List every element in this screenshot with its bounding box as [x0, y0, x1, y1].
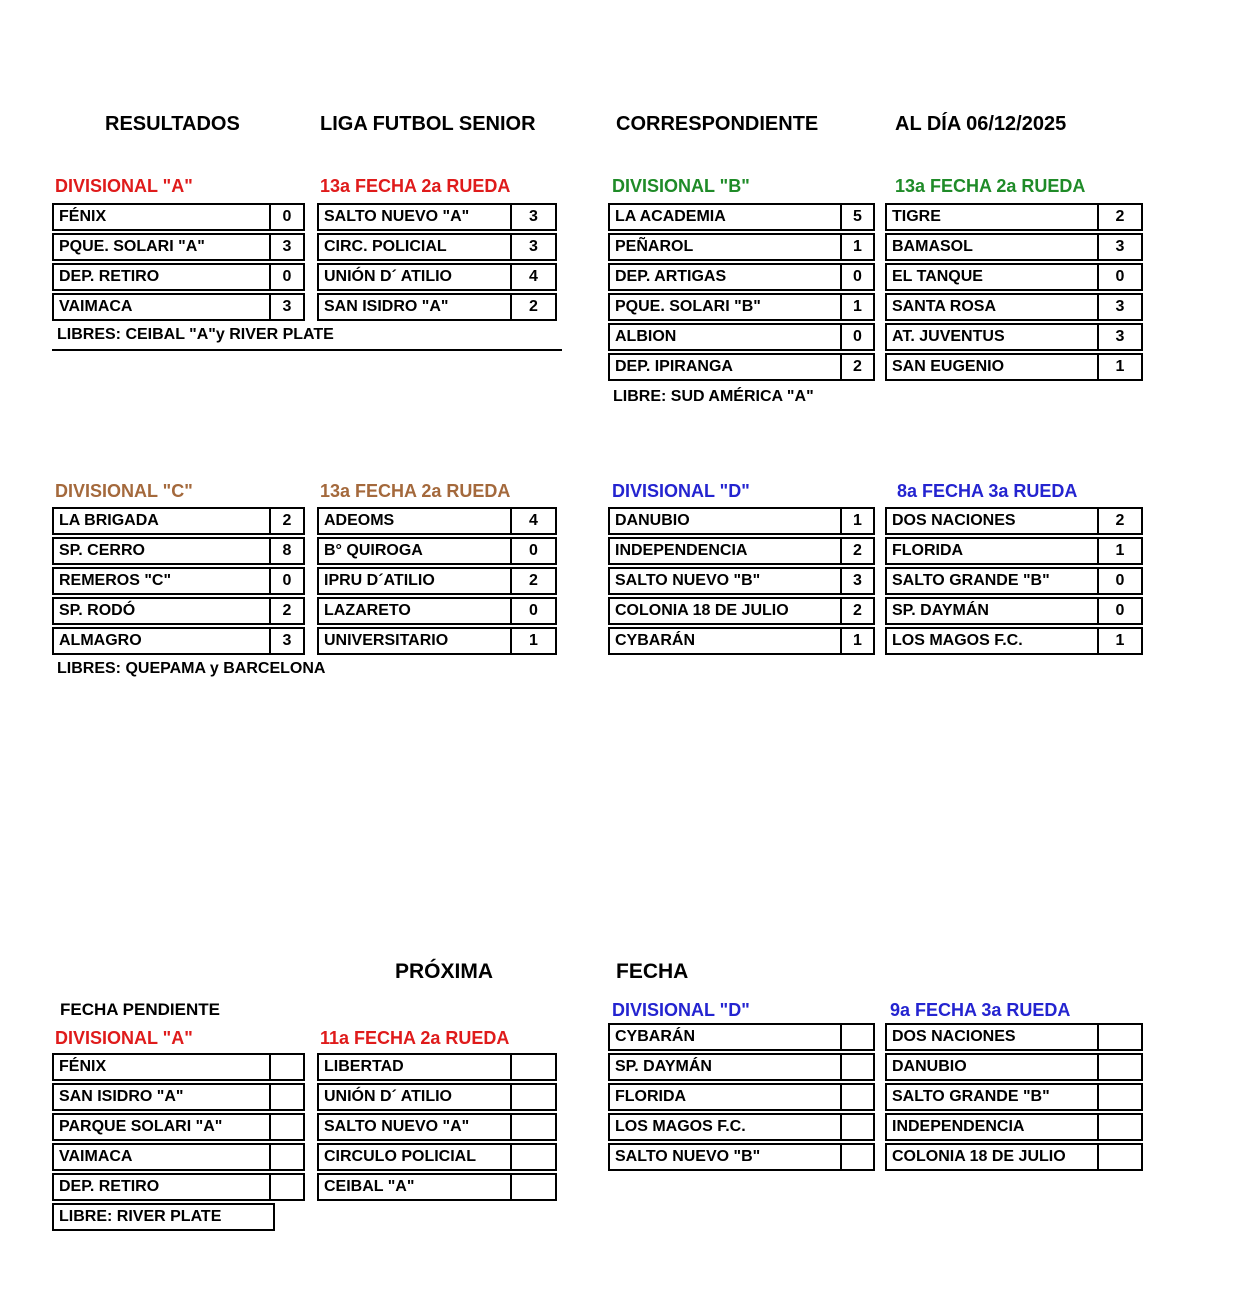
match-home-cell — [608, 597, 875, 625]
team-name: ALBION — [610, 325, 842, 349]
libres-note-c: LIBRES: QUEPAMA y BARCELONA — [57, 660, 326, 677]
table-row — [52, 203, 557, 231]
match-away-cell — [317, 627, 557, 655]
division-c-title: DIVISIONAL "C" — [55, 481, 193, 501]
match-away-cell — [885, 353, 1143, 381]
team-name: SP. DAYMÁN — [610, 1055, 842, 1079]
match-home-cell — [52, 233, 305, 261]
match-home-cell — [608, 323, 875, 351]
score-cell: 3 — [282, 238, 292, 255]
score-cell: 0 — [282, 208, 292, 225]
score-cell: 3 — [529, 238, 538, 255]
score-cell — [271, 1085, 303, 1109]
team-name: CIRC. POLICIAL — [319, 235, 512, 259]
match-home-cell — [52, 537, 305, 565]
match-home-cell — [608, 537, 875, 565]
score-cell: 0 — [1115, 602, 1125, 619]
match-home-cell — [52, 293, 305, 321]
team-name: COLONIA 18 DE JULIO — [610, 599, 842, 623]
score-cell: 5 — [853, 208, 862, 225]
next-d-header — [612, 1000, 1143, 1021]
table-row — [52, 263, 557, 291]
team-name: EL TANQUE — [887, 265, 1099, 289]
score-cell — [842, 1145, 873, 1169]
score-cell: 3 — [282, 632, 292, 649]
table-row — [608, 293, 1143, 321]
pending-a-header — [55, 1028, 560, 1049]
page-title-liga: LIGA FUTBOL SENIOR — [320, 113, 536, 135]
division-a-title: DIVISIONAL "A" — [55, 176, 193, 196]
team-name: TIGRE — [887, 205, 1099, 229]
match-away-cell — [317, 1083, 557, 1111]
team-name: SP. RODÓ — [54, 599, 271, 623]
team-name: CYBARÁN — [610, 1025, 842, 1049]
score-cell: 1 — [853, 298, 862, 315]
score-cell: 0 — [1115, 268, 1125, 285]
libres-note-a: LIBRES: CEIBAL "A"y RIVER PLATE — [52, 326, 562, 351]
match-away-cell — [317, 567, 557, 595]
table-row — [52, 627, 557, 655]
score-cell — [842, 1115, 873, 1139]
match-away-cell — [885, 507, 1143, 535]
match-away-cell — [885, 203, 1143, 231]
score-cell — [512, 1085, 555, 1109]
team-name: INDEPENDENCIA — [610, 539, 842, 563]
team-name: INDEPENDENCIA — [887, 1115, 1099, 1139]
division-b-fecha: 13a FECHA 2a RUEDA — [895, 176, 1086, 196]
score-cell: 3 — [1115, 328, 1125, 345]
match-home-cell — [608, 1143, 875, 1171]
score-cell: 2 — [853, 602, 862, 619]
score-cell: 3 — [1115, 298, 1125, 315]
score-cell: 1 — [529, 632, 538, 649]
division-d-header — [612, 481, 1143, 502]
match-home-cell — [52, 1113, 305, 1141]
team-name: ADEOMS — [319, 509, 512, 533]
score-cell: 1 — [1115, 542, 1125, 559]
table-row — [608, 1053, 1143, 1081]
libre-note-pending-a: LIBRE: RIVER PLATE — [52, 1203, 275, 1231]
score-cell: 0 — [853, 328, 862, 345]
team-name: VAIMACA — [54, 295, 271, 319]
pending-a-fecha: 11a FECHA 2a RUEDA — [320, 1028, 510, 1048]
team-name: SAN EUGENIO — [887, 355, 1099, 379]
table-row — [52, 567, 557, 595]
score-cell: 3 — [853, 572, 862, 589]
score-cell: 0 — [282, 268, 292, 285]
team-name: FÉNIX — [54, 205, 271, 229]
match-away-cell — [885, 323, 1143, 351]
score-cell: 4 — [529, 268, 538, 285]
table-row — [608, 1113, 1143, 1141]
match-away-cell — [317, 203, 557, 231]
team-name: SAN ISIDRO "A" — [54, 1085, 271, 1109]
team-name: SP. CERRO — [54, 539, 271, 563]
score-cell: 2 — [1115, 512, 1125, 529]
results-table-divisional-c — [52, 507, 557, 657]
score-cell — [842, 1055, 873, 1079]
score-cell — [1099, 1025, 1141, 1049]
results-table-divisional-b — [608, 203, 1143, 383]
match-away-cell — [885, 537, 1143, 565]
match-away-cell — [317, 597, 557, 625]
team-name: PQUE. SOLARI "A" — [54, 235, 271, 259]
match-away-cell — [885, 567, 1143, 595]
team-name: LOS MAGOS F.C. — [610, 1115, 842, 1139]
results-table-divisional-d — [608, 507, 1143, 657]
table-row — [52, 1173, 557, 1201]
score-cell — [512, 1175, 555, 1199]
match-away-cell — [885, 1053, 1143, 1081]
table-row — [52, 1143, 557, 1171]
match-away-cell — [317, 537, 557, 565]
score-cell: 1 — [853, 512, 862, 529]
team-name: SP. DAYMÁN — [887, 599, 1099, 623]
match-home-cell — [608, 263, 875, 291]
table-row — [608, 1143, 1143, 1171]
match-home-cell — [608, 567, 875, 595]
team-name: AT. JUVENTUS — [887, 325, 1099, 349]
score-cell — [1099, 1085, 1141, 1109]
score-cell: 2 — [1115, 208, 1125, 225]
team-name: LOS MAGOS F.C. — [887, 629, 1099, 653]
team-name: FLORIDA — [610, 1085, 842, 1109]
team-name: DEP. IPIRANGA — [610, 355, 842, 379]
match-home-cell — [52, 567, 305, 595]
table-row — [608, 1083, 1143, 1111]
team-name: SALTO NUEVO "B" — [610, 569, 842, 593]
team-name: FLORIDA — [887, 539, 1099, 563]
score-cell: 0 — [1115, 572, 1125, 589]
team-name: VAIMACA — [54, 1145, 271, 1169]
team-name: SANTA ROSA — [887, 295, 1099, 319]
team-name: COLONIA 18 DE JULIO — [887, 1145, 1099, 1169]
match-home-cell — [608, 203, 875, 231]
match-away-cell — [885, 233, 1143, 261]
table-row — [608, 353, 1143, 381]
team-name: LAZARETO — [319, 599, 512, 623]
match-home-cell — [52, 1053, 305, 1081]
score-cell: 8 — [282, 542, 292, 559]
score-cell: 1 — [853, 238, 862, 255]
team-name: LA BRIGADA — [54, 509, 271, 533]
team-name: SALTO NUEVO "A" — [319, 205, 512, 229]
team-name: DOS NACIONES — [887, 509, 1099, 533]
match-home-cell — [52, 597, 305, 625]
score-cell — [1099, 1055, 1141, 1079]
page-title-resultados: RESULTADOS — [105, 113, 240, 135]
score-cell — [842, 1025, 873, 1049]
division-a-fecha: 13a FECHA 2a RUEDA — [320, 176, 511, 196]
match-away-cell — [317, 1053, 557, 1081]
score-cell — [271, 1175, 303, 1199]
table-row — [608, 323, 1143, 351]
match-home-cell — [608, 353, 875, 381]
match-home-cell — [52, 1083, 305, 1111]
match-home-cell — [608, 627, 875, 655]
match-away-cell — [885, 1143, 1143, 1171]
score-cell: 1 — [853, 632, 862, 649]
score-cell: 1 — [1115, 358, 1125, 375]
table-row — [52, 597, 557, 625]
table-row — [608, 627, 1143, 655]
score-cell: 0 — [529, 542, 538, 559]
match-away-cell — [885, 1083, 1143, 1111]
table-row — [608, 263, 1143, 291]
table-row — [52, 233, 557, 261]
table-row — [608, 1023, 1143, 1051]
score-cell: 2 — [529, 572, 538, 589]
match-away-cell — [317, 507, 557, 535]
division-a-header — [55, 176, 560, 197]
table-row — [608, 597, 1143, 625]
team-name: SALTO NUEVO "A" — [319, 1115, 512, 1139]
team-name: UNIÓN D´ ATILIO — [319, 1085, 512, 1109]
team-name: ALMAGRO — [54, 629, 271, 653]
match-away-cell — [885, 263, 1143, 291]
next-d-title: DIVISIONAL "D" — [612, 1000, 750, 1020]
team-name: DOS NACIONES — [887, 1025, 1099, 1049]
match-home-cell — [608, 1083, 875, 1111]
proxima-title: PRÓXIMA — [395, 960, 494, 983]
score-cell — [512, 1115, 555, 1139]
division-b-title: DIVISIONAL "B" — [612, 176, 750, 196]
score-cell: 1 — [1115, 632, 1125, 649]
score-cell: 4 — [529, 512, 538, 529]
match-home-cell — [608, 507, 875, 535]
division-d-fecha: 8a FECHA 3a RUEDA — [897, 481, 1078, 501]
table-row — [52, 1113, 557, 1141]
match-away-cell — [885, 597, 1143, 625]
score-cell — [271, 1055, 303, 1079]
pending-a-title: DIVISIONAL "A" — [55, 1028, 193, 1048]
team-name: REMEROS "C" — [54, 569, 271, 593]
team-name: PEÑAROL — [610, 235, 842, 259]
match-home-cell — [52, 203, 305, 231]
team-name: UNIVERSITARIO — [319, 629, 512, 653]
match-away-cell — [317, 233, 557, 261]
team-name: CYBARÁN — [610, 629, 842, 653]
division-b-header — [612, 176, 1143, 197]
score-cell — [271, 1115, 303, 1139]
team-name: DEP. ARTIGAS — [610, 265, 842, 289]
division-d-title: DIVISIONAL "D" — [612, 481, 750, 501]
score-cell: 2 — [853, 542, 862, 559]
team-name: PARQUE SOLARI "A" — [54, 1115, 271, 1139]
score-cell: 2 — [282, 602, 292, 619]
match-home-cell — [608, 233, 875, 261]
match-away-cell — [317, 1173, 557, 1201]
table-row — [608, 507, 1143, 535]
team-name: PQUE. SOLARI "B" — [610, 295, 842, 319]
table-row — [608, 537, 1143, 565]
team-name: DEP. RETIRO — [54, 265, 271, 289]
score-cell: 2 — [282, 512, 292, 529]
score-cell — [842, 1085, 873, 1109]
division-c-fecha: 13a FECHA 2a RUEDA — [320, 481, 511, 501]
match-away-cell — [885, 627, 1143, 655]
score-cell — [512, 1055, 555, 1079]
table-row — [52, 293, 557, 321]
match-home-cell — [52, 1143, 305, 1171]
score-cell: 0 — [282, 572, 292, 589]
page-title-date: AL DÍA 06/12/2025 — [895, 113, 1067, 135]
team-name: DANUBIO — [887, 1055, 1099, 1079]
team-name: LIBERTAD — [319, 1055, 512, 1079]
match-away-cell — [317, 293, 557, 321]
division-c-header — [55, 481, 560, 502]
table-row — [608, 567, 1143, 595]
score-cell — [1099, 1115, 1141, 1139]
fixture-table-next-d — [608, 1023, 1143, 1173]
match-home-cell — [52, 263, 305, 291]
libre-note-b: LIBRE: SUD AMÉRICA "A" — [613, 388, 814, 405]
team-name: CEIBAL "A" — [319, 1175, 512, 1199]
results-table-divisional-a — [52, 203, 557, 323]
team-name: DANUBIO — [610, 509, 842, 533]
match-home-cell — [52, 1173, 305, 1201]
table-row — [608, 233, 1143, 261]
table-row — [52, 1083, 557, 1111]
table-row — [52, 1053, 557, 1081]
team-name: SAN ISIDRO "A" — [319, 295, 512, 319]
match-away-cell — [885, 1023, 1143, 1051]
next-d-fecha: 9a FECHA 3a RUEDA — [890, 1000, 1071, 1020]
match-home-cell — [52, 507, 305, 535]
score-cell: 2 — [853, 358, 862, 375]
team-name: CIRCULO POLICIAL — [319, 1145, 512, 1169]
page-title-correspondiente: CORRESPONDIENTE — [616, 113, 819, 135]
team-name: SALTO GRANDE "B" — [887, 569, 1099, 593]
match-away-cell — [317, 263, 557, 291]
score-cell: 3 — [529, 208, 538, 225]
match-home-cell — [608, 293, 875, 321]
team-name: LA ACADEMIA — [610, 205, 842, 229]
score-cell: 0 — [529, 602, 538, 619]
fecha-pendiente-label: FECHA PENDIENTE — [60, 1000, 220, 1019]
match-away-cell — [885, 293, 1143, 321]
team-name: B° QUIROGA — [319, 539, 512, 563]
score-cell — [1099, 1145, 1141, 1169]
team-name: BAMASOL — [887, 235, 1099, 259]
score-cell: 3 — [282, 298, 292, 315]
match-away-cell — [317, 1143, 557, 1171]
team-name: SALTO GRANDE "B" — [887, 1085, 1099, 1109]
score-cell — [271, 1145, 303, 1169]
match-home-cell — [52, 627, 305, 655]
match-home-cell — [608, 1023, 875, 1051]
team-name: SALTO NUEVO "B" — [610, 1145, 842, 1169]
table-row — [52, 507, 557, 535]
team-name: DEP. RETIRO — [54, 1175, 271, 1199]
match-away-cell — [317, 1113, 557, 1141]
match-home-cell — [608, 1113, 875, 1141]
fixture-table-pending-a — [52, 1053, 557, 1203]
match-home-cell — [608, 1053, 875, 1081]
table-row — [52, 537, 557, 565]
match-away-cell — [885, 1113, 1143, 1141]
score-cell: 3 — [1115, 238, 1125, 255]
fecha-title: FECHA — [616, 960, 689, 983]
score-cell: 2 — [529, 298, 538, 315]
team-name: FÉNIX — [54, 1055, 271, 1079]
team-name: IPRU D´ATILIO — [319, 569, 512, 593]
score-cell: 0 — [853, 268, 862, 285]
team-name: UNIÓN D´ ATILIO — [319, 265, 512, 289]
table-row — [608, 203, 1143, 231]
score-cell — [512, 1145, 555, 1169]
